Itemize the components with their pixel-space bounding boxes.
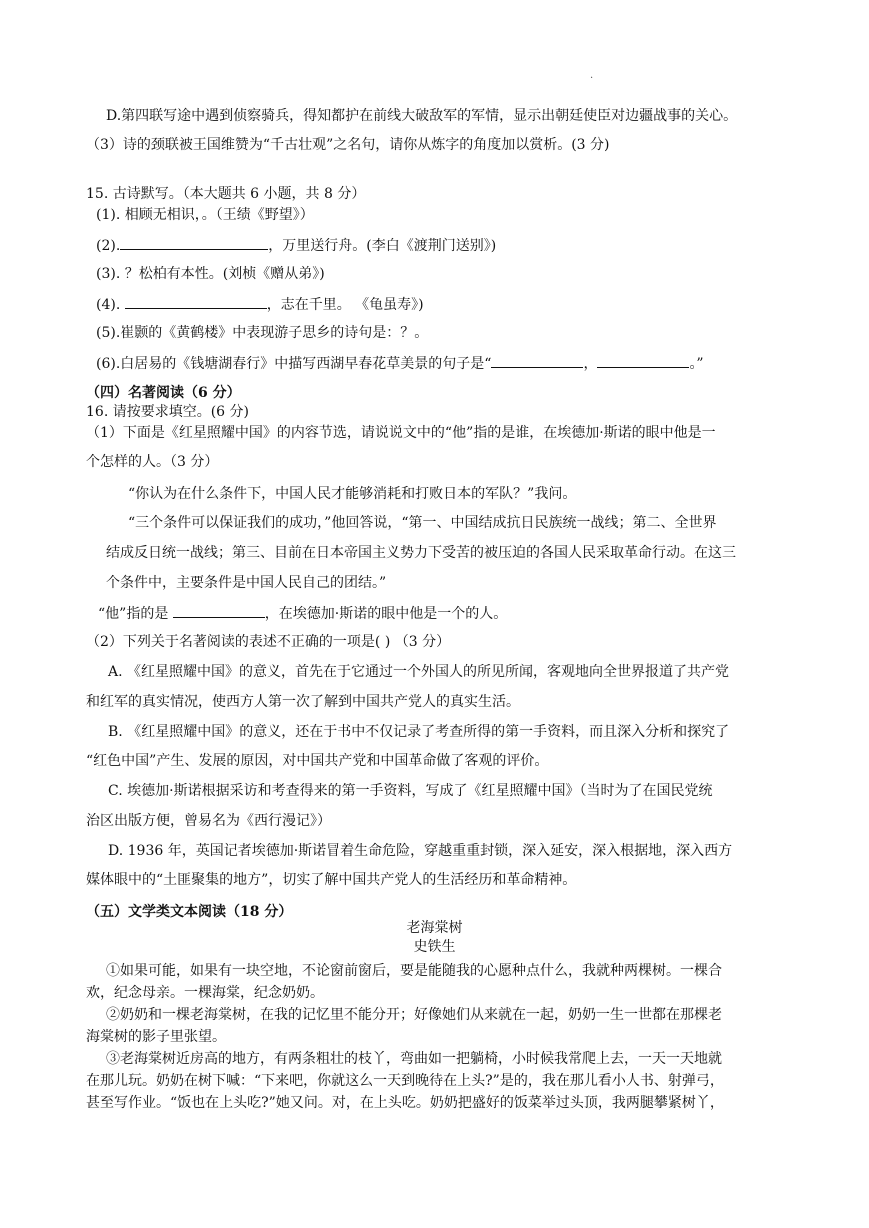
q15-item-2 [96, 235, 496, 256]
article-author: 史铁生 [413, 939, 456, 955]
answer-blank[interactable] [173, 603, 265, 618]
q16-heading: 16. 请按要求填空。(6 分) [86, 404, 249, 420]
section-5-title: （五）文学类文本阅读（18 分） [86, 904, 293, 920]
section-4-title: （四）名著阅读（6 分） [86, 385, 241, 401]
q15-item-5: (5).崔颢的《黄鹤楼》中表现游子思乡的诗句是：？。 [96, 325, 429, 341]
q15-item-3: (3). ？松柏有本性。(刘桢《赠从弟》) [96, 266, 325, 282]
paragraph-2-line1: ②奶奶和一棵老海棠树，在我的记忆里不能分开；好像她们从来就在一起，奶奶一生一世都在那棵老 [106, 1007, 722, 1023]
q15-item-2-number: (2). [96, 238, 121, 254]
q16-sub2: （2）下列关于名著阅读的表述不正确的一项是( ) （3 分） [86, 634, 451, 650]
option-c-line2: 治区出版方便，曾易名为《西行漫记》） [86, 813, 331, 829]
q15-item-6-text: (6).白居易的《钱塘湖春行》中描写西湖早春花草美景的句子是“ [96, 356, 492, 372]
quote-line-3: 结成反日统一战线；第三、目前在日本帝国主义势力下受苦的被压迫的各国人民采取革命行动。在这三 [106, 545, 736, 561]
option-a-line2: 和红军的真实情况，使西方人第一次了解到中国共产党人的真实生活。 [86, 694, 520, 710]
q14-sub3: （3）诗的颈联被王国维赞为“千古壮观”之名句，请你从炼字的角度加以赏析。(3 分) [86, 137, 610, 153]
answer-blank[interactable] [125, 294, 267, 309]
q15-item-4-text: ，志在千里。 《龟虽寿》) [266, 297, 424, 313]
paragraph-1-line1: ①如果可能，如果有一块空地，不论窗前窗后，要是能随我的心愿种点什么，我就种两棵树。一棵合 [106, 963, 722, 979]
q16-sub1-line1: （1）下面是《红星照耀中国》的内容节选，请说说文中的“他”指的是谁，在埃德加·斯诺的眼中他是一 [86, 425, 716, 441]
q15-item-4-number: (4). [96, 297, 121, 313]
q15-item-1: (1). 相顾无相识，。（王绩《野望》） [96, 207, 314, 223]
quote-line-1: “你认为在什么条件下，中国人民才能够消耗和打败日本的军队？”我问。 [128, 486, 577, 502]
quote-line-4: 个条件中，主要条件是中国人民自己的团结。” [106, 575, 387, 591]
paragraph-3-line2: 在那儿玩。奶奶在树下喊：“下来吧，你就这么一天到晚待在上头?”是的，我在那儿看小人书、射弹弓， [86, 1073, 724, 1089]
paragraph-3-line3: 甚至写作业。“饭也在上头吃?”她又问。对，在上头吃。奶奶把盛好的饭菜举过头顶，我两腿攀紧树丫， [86, 1095, 724, 1111]
q14-option-d: D.第四联写途中遇到侦察骑兵，得知都护在前线大破敌军的军情，显示出朝廷使臣对边疆战事的关心。 [106, 108, 738, 124]
option-c-line1: C. 埃德加·斯诺根据采访和考查得来的第一手资料，写成了《红星照耀中国》（当时为了在国民党统 [108, 783, 713, 799]
fill-suffix: ，在埃德加·斯诺的眼中他是一个的人。 [264, 606, 508, 622]
quote-line-2: “三个条件可以保证我们的成功，”他回答说，“第一、中国结成抗日民族统一战线；第二、全世界 [128, 515, 717, 531]
fill-prefix: “他”指的是 [98, 606, 169, 622]
q15-item-6-comma: ， [583, 356, 598, 372]
paragraph-2-line2: 海棠树的影子里张望。 [86, 1029, 226, 1045]
option-d-line1: D. 1936 年，英国记者埃德加·斯诺冒着生命危险，穿越重重封锁，深入延安，深入根据地，深入西方 [108, 843, 733, 859]
answer-blank[interactable] [597, 353, 689, 368]
page-dot: . [590, 70, 594, 81]
q16-sub1-line2: 个怎样的人。（3 分） [86, 454, 219, 470]
q15-item-6 [96, 353, 704, 374]
paragraph-1-line2: 欢，纪念母亲。一棵海棠，纪念奶奶。 [86, 985, 324, 1001]
option-b-line1: B. 《红星照耀中国》的意义，还在于书中不仅记录了考查所得的第一手资料，而且深入分析和探究了 [108, 724, 730, 740]
q16-fill-line [98, 603, 507, 624]
q15-heading: 15. 古诗默写。（本大题共 6 小题，共 8 分） [86, 186, 366, 202]
option-d-line2: 媒体眼中的“土匪聚集的地方”，切实了解中国共产党人的生活经历和革命精神。 [86, 872, 577, 888]
option-b-line2: “红色中国”产生、发展的原因，对中国共产党和中国革命做了客观的评价。 [86, 753, 549, 769]
answer-blank[interactable] [120, 235, 268, 250]
q15-item-2-text: ，万里送行舟。(李白《渡荆门送别》) [268, 238, 497, 254]
paragraph-3-line1: ③老海棠树近房高的地方，有两条粗壮的枝丫，弯曲如一把躺椅，小时候我常爬上去，一天一天地就 [106, 1051, 722, 1067]
answer-blank[interactable] [491, 353, 583, 368]
q15-item-4 [96, 294, 424, 315]
option-a-line1: A. 《红星照耀中国》的意义，首先在于它通过一个外国人的所见所闻，客观地向全世界报道了共产党 [108, 664, 730, 680]
q15-item-6-end: 。” [689, 356, 704, 372]
article-title: 老海棠树 [406, 920, 463, 936]
